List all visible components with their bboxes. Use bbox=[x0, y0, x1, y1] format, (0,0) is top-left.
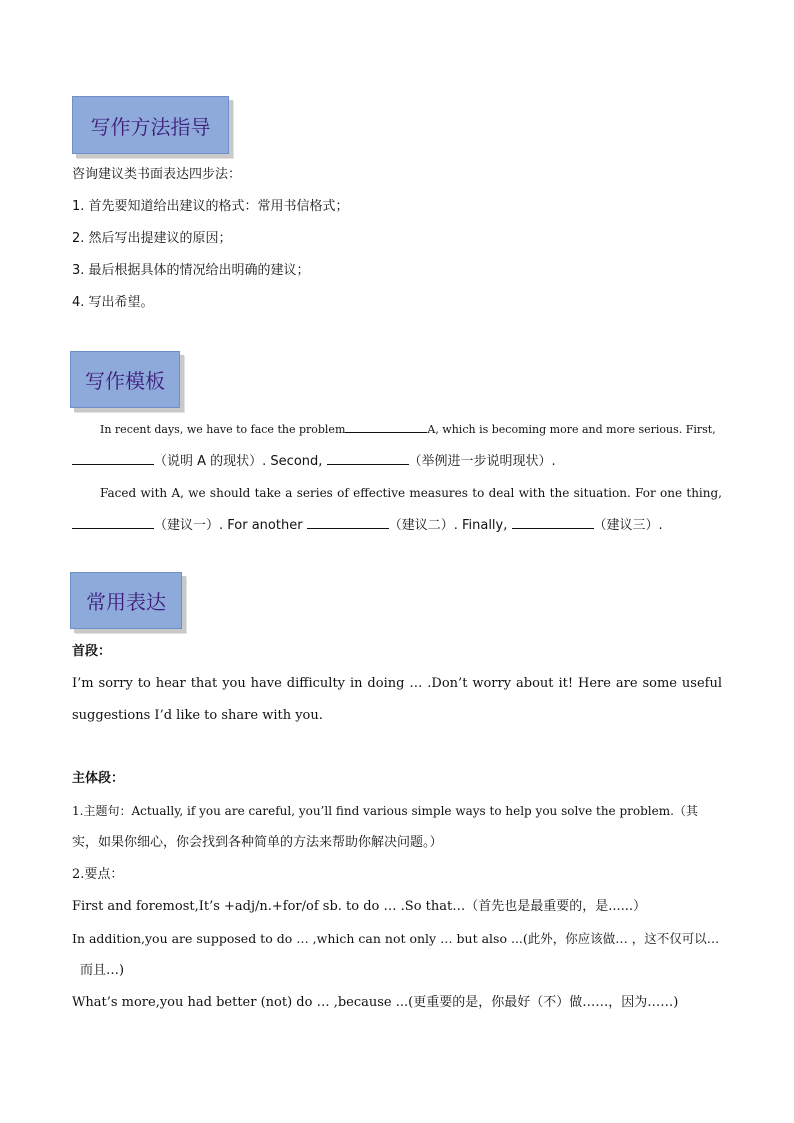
template-para2-line1: Faced with A, we should take a series of effective measures to deal with the situation. For one thing, bbox=[100, 486, 722, 500]
template-para1-line1 bbox=[72, 420, 722, 439]
template-text: （建议二）. Finally, bbox=[388, 518, 508, 533]
heading-common-expressions: 常用表达 bbox=[70, 572, 182, 629]
blank-line bbox=[345, 420, 427, 433]
blank-line bbox=[512, 516, 594, 529]
template-text: A, which is becoming more and more serious. First, bbox=[427, 423, 716, 436]
heading-writing-method: 写作方法指导 bbox=[72, 96, 229, 154]
points-label: 2.要点： bbox=[72, 867, 124, 882]
template-para1-line2 bbox=[72, 452, 722, 471]
point-2-line1: In addition,you are supposed to do … ,which can not only … but also ...(此外，你应该做… ，这不仅可以… bbox=[72, 931, 720, 946]
blank-line bbox=[72, 452, 154, 465]
point-2-line2: 而且…) bbox=[80, 963, 125, 978]
body-label: 主体段： bbox=[72, 771, 125, 786]
point-3: What’s more,you had better (not) do … ,because ...(更重要的是，你最好（不）做……，因为……) bbox=[72, 995, 679, 1010]
blank-line bbox=[327, 452, 409, 465]
blank-line bbox=[72, 516, 154, 529]
method-intro: 咨询建议类书面表达四步法： bbox=[72, 167, 242, 182]
method-step-4: 4. 写出希望。 bbox=[72, 295, 154, 310]
first-para-line1: I’m sorry to hear that you have difficulty in doing … .Don’t worry about it! Here are some useful bbox=[72, 676, 722, 691]
method-step-2: 2. 然后写出提建议的原因； bbox=[72, 231, 232, 246]
topic-sentence-line2: 实，如果你细心，你会找到各种简单的方法来帮助你解决问题。） bbox=[72, 835, 443, 850]
template-text: （建议三）. bbox=[593, 518, 663, 533]
template-text: In recent days, we have to face the problem bbox=[100, 423, 346, 436]
method-step-1: 1. 首先要知道给出建议的格式：常用书信格式； bbox=[72, 199, 349, 214]
first-para-label: 首段： bbox=[72, 644, 112, 659]
template-text: （说明 A 的现状）. Second, bbox=[154, 454, 323, 469]
template-text: （举例进一步说明现状）. bbox=[408, 454, 556, 469]
heading-writing-template: 写作模板 bbox=[70, 351, 180, 408]
template-para2-line2 bbox=[72, 516, 722, 535]
template-text: （建议一）. For another bbox=[154, 518, 303, 533]
method-step-3: 3. 最后根据具体的情况给出明确的建议； bbox=[72, 263, 310, 278]
blank-line bbox=[307, 516, 389, 529]
topic-sentence-line1: 1.主题句：Actually, if you are careful, you’ll find various simple ways to help you solve the problem.（其 bbox=[72, 804, 698, 818]
first-para-line2: suggestions I’d like to share with you. bbox=[72, 708, 323, 723]
point-1: First and foremost,It’s +adj/n.+for/of sb. to do … .So that…（首先也是最重要的，是......） bbox=[72, 899, 647, 914]
